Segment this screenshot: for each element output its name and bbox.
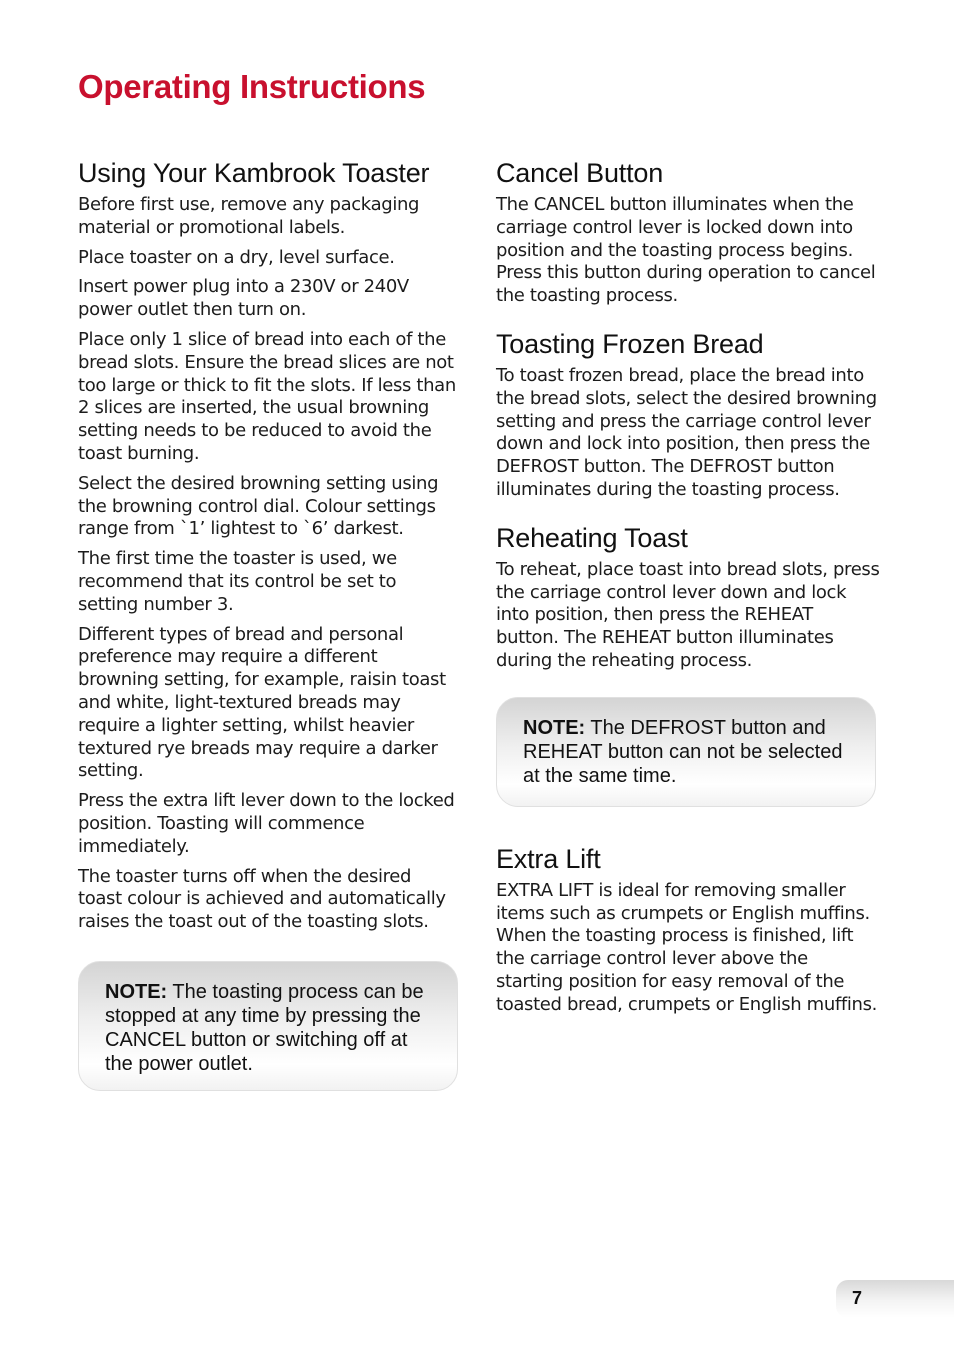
section-heading-frozen: Toasting Frozen Bread xyxy=(496,328,764,359)
paragraph: EXTRA LIFT is ideal for removing smaller items such as crumpets or English muffins. When the toasting process is finished, lift the carriage control lever above the starting position for easy removal of the toasted bread, crumpets or English muffins. xyxy=(496,879,877,1015)
paragraph: The first time the toaster is used, we recommend that its control be set to setting number 3. xyxy=(78,548,397,615)
paragraph: Insert power plug into a 230V or 240V power outlet then turn on. xyxy=(78,276,409,321)
paragraph: The CANCEL button illuminates when the carriage control lever is locked down into position and the toasting process begins. Press this button during operation to cancel the toasting process. xyxy=(496,194,876,307)
paragraph: To toast frozen bread, place the bread into the bread slots, select the desired browning setting and press the carriage control lever down and lock into position, then press the DEFROST button. The DEFROST button illuminates during the toasting process. xyxy=(496,364,877,500)
section-cancel-button xyxy=(496,156,880,308)
paragraph: Place toaster on a dry, level surface. xyxy=(78,246,395,268)
section-heading-extra-lift: Extra Lift xyxy=(496,843,601,874)
note-box-cancel xyxy=(78,961,458,1091)
paragraph: Place only 1 slice of bread into each of the bread slots. Ensure the bread slices are not too large or thick to fit the slots. If less than 2 slices are inserted, the usual browning setting needs to be reduced to avoid the toast burning. xyxy=(78,328,456,464)
section-extra-lift xyxy=(496,842,880,1017)
note-box-defrost-reheat xyxy=(496,697,876,807)
note-label: NOTE: xyxy=(105,980,168,1003)
paragraph: Before first use, remove any packaging material or promotional labels. xyxy=(78,194,420,238)
section-frozen-bread xyxy=(496,327,880,502)
paragraph: Different types of bread and personal preference may require a different browning setting, for example, raisin toast and white, light-textured breads may require a lighter setting, whilst heavier textured rye breads may require a darker setting. xyxy=(78,623,446,782)
section-reheating xyxy=(496,521,880,673)
paragraph: The toaster turns off when the desired toast colour is achieved and automatically raises the toast out of the toasting slots. xyxy=(78,865,446,933)
note-text: The DEFROST button and REHEAT button can not be selected at the same time. xyxy=(523,716,843,787)
paragraph: Press the extra lift lever down to the locked position. Toasting will commence immediately. xyxy=(78,790,455,857)
section-heading-reheating: Reheating Toast xyxy=(496,522,688,553)
left-column xyxy=(78,156,460,1091)
right-column xyxy=(496,156,880,1036)
page-title: Operating Instructions xyxy=(78,68,426,105)
page-number-tab xyxy=(836,1280,954,1318)
section-heading-using-toaster: Using Your Kambrook Toaster xyxy=(78,158,430,188)
section-heading-cancel: Cancel Button xyxy=(496,158,664,188)
page-number: 7 xyxy=(852,1288,863,1308)
paragraph: Select the desired browning setting using the browning control dial. Colour settings range from `1’ lightest to `6’ darkest. xyxy=(78,472,439,540)
note-label: NOTE: xyxy=(523,716,586,739)
paragraph: To reheat, place toast into bread slots, press the carriage control lever down and lock into position, then press the REHEAT button. The REHEAT button illuminates during the reheating process. xyxy=(496,558,880,671)
note-text: The toasting process can be stopped at any time by pressing the CANCEL button or switching off at the power outlet. xyxy=(105,980,424,1075)
